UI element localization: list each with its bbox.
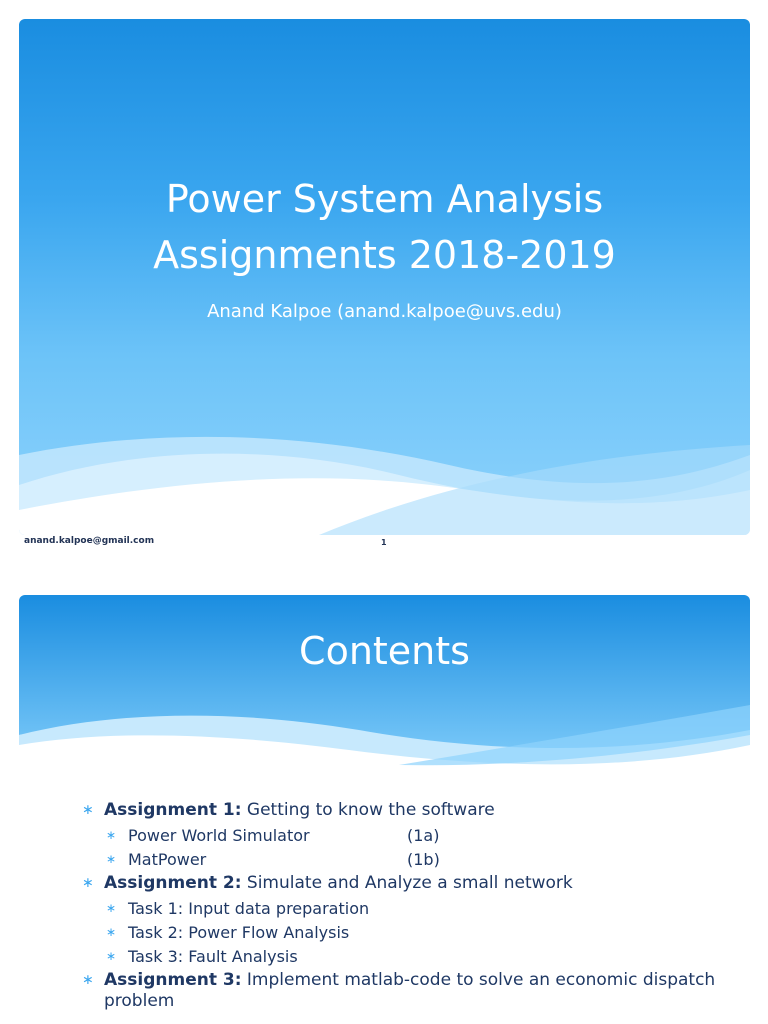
sub-item-task-3 <box>82 946 742 967</box>
sub-item-code: (1b) <box>407 850 440 869</box>
title-line-2: Assignments 2018-2019 <box>153 233 616 277</box>
title-line-1: Power System Analysis <box>165 177 604 221</box>
sub-bullet-icon: ∗ <box>106 828 117 842</box>
item-label: Assignment 1: <box>104 800 242 820</box>
sub-item-code: (1a) <box>407 826 440 845</box>
wave-decoration <box>19 415 750 535</box>
banner-background <box>19 595 750 775</box>
bullet-icon: ∗ <box>82 802 94 818</box>
sub-item-matpower <box>82 849 742 870</box>
contents-list <box>82 800 742 1016</box>
sub-item-task-1 <box>82 898 742 919</box>
item-text: Getting to know the software <box>241 800 495 820</box>
item-text: Simulate and Analyze a small network <box>241 873 573 893</box>
sub-bullet-icon: ∗ <box>106 901 117 915</box>
author-subtitle: Anand Kalpoe (anand.kalpoe@uvs.edu) <box>207 301 562 322</box>
sub-item-text: Power World Simulator <box>128 826 310 845</box>
list-item-assignment-3 <box>82 970 742 1012</box>
sub-bullet-icon: ∗ <box>106 852 117 866</box>
contents-heading: Contents <box>299 629 470 673</box>
sub-item-power-world <box>82 825 742 846</box>
sub-item-text: Task 3: Fault Analysis <box>128 947 298 966</box>
sub-item-text: Task 1: Input data preparation <box>128 899 370 918</box>
sub-item-text: Task 2: Power Flow Analysis <box>128 923 350 942</box>
bullet-icon: ∗ <box>82 875 94 891</box>
list-item-assignment-2 <box>82 873 742 894</box>
slide-title <box>19 171 750 283</box>
item-label: Assignment 3: <box>104 970 242 990</box>
bullet-icon: ∗ <box>82 972 94 988</box>
sub-bullet-icon: ∗ <box>106 925 117 939</box>
footer-email: anand.kalpoe@gmail.com <box>24 536 155 546</box>
item-text: Implement matlab-code to solve an economic dispatch problem <box>104 970 716 1011</box>
list-item-assignment-1 <box>82 800 742 821</box>
contents-slide <box>19 595 750 1024</box>
sub-item-task-2 <box>82 922 742 943</box>
item-label: Assignment 2: <box>104 873 242 893</box>
sub-item-text: MatPower <box>128 850 207 869</box>
slide-number: 1 <box>381 538 387 547</box>
sub-bullet-icon: ∗ <box>106 949 117 963</box>
title-slide <box>19 19 750 535</box>
